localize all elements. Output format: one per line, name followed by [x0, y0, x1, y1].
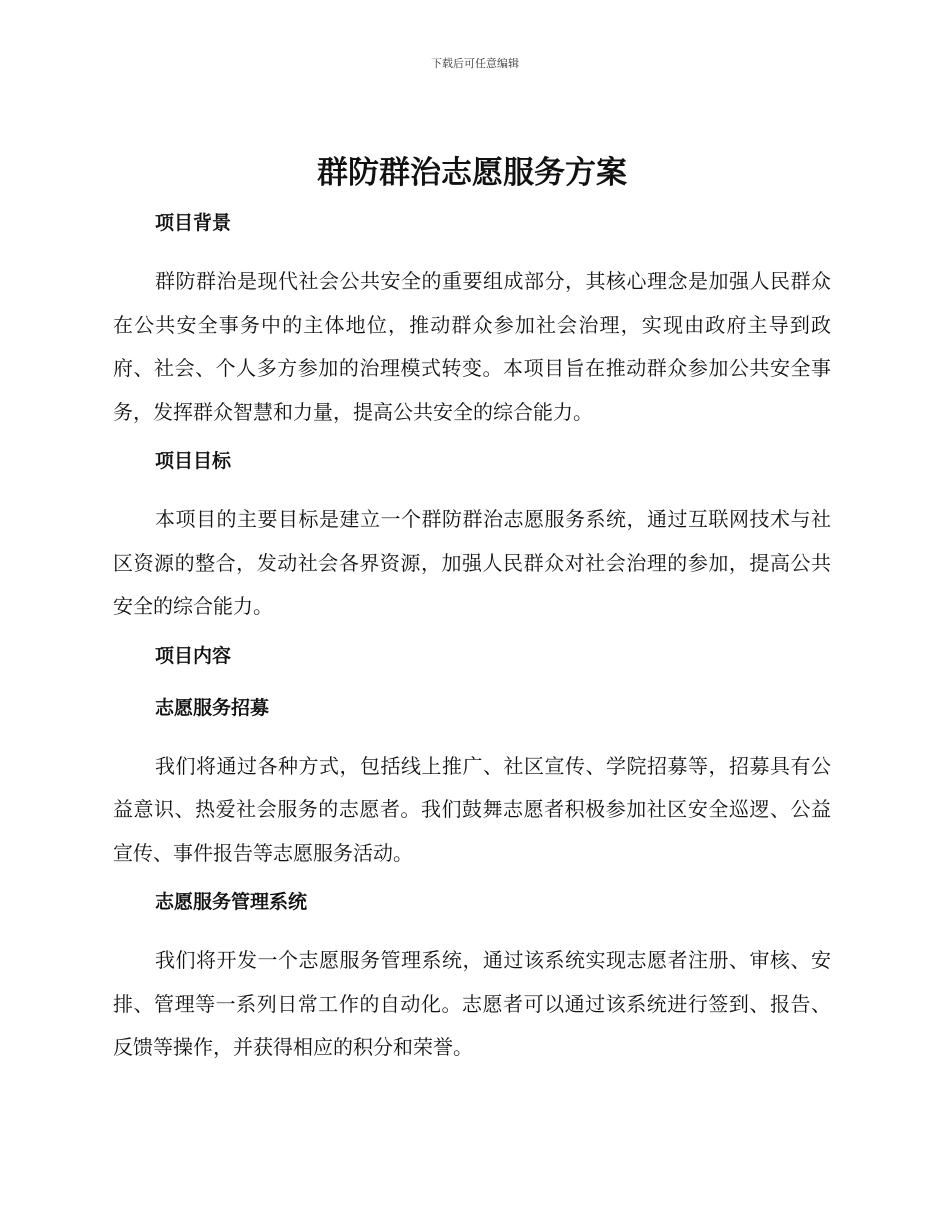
document-body [113, 148, 831, 1082]
page-header-note: 下载后可任意编辑 [431, 57, 519, 70]
paragraph-project-background: 群防群治是现代社会公共安全的重要组成部分，其核心理念是加强人民群众在公共安全事务中的主体地位，推动群众参加社会治理，实现由政府主导到政府、社会、个人多方参加的治理模式转变。本项目旨在推动群众参加公共安全事务，发挥群众智慧和力量，提高公共安全的综合能力。 [113, 269, 831, 424]
heading-project-background: 项目背景 [155, 212, 232, 234]
heading-project-content: 项目内容 [155, 644, 232, 667]
heading-project-goal: 项目目标 [155, 450, 232, 472]
paragraph-volunteer-management-system: 我们将开发一个志愿服务管理系统，通过该系统实现志愿者注册、审核、安排、管理等一系列日常工作的自动化。志愿者可以通过该系统进行签到、报告、反馈等操作，并获得相应的积分和荣誉。 [113, 948, 831, 1059]
paragraph-volunteer-recruitment: 我们将通过各种方式，包括线上推广、社区宣传、学院招募等，招募具有公益意识、热爱社会服务的志愿者。我们鼓舞志愿者积极参加社区安全巡逻、公益宣传、事件报告等志愿服务活动。 [113, 753, 831, 865]
heading-volunteer-recruitment: 志愿服务招募 [155, 696, 270, 719]
paragraph-project-goal: 本项目的主要目标是建立一个群防群治志愿服务系统，通过互联网技术与社区资源的整合，发动社会各界资源，加强人民群众对社会治理的参加，提高公共安全的综合能力。 [113, 507, 831, 618]
document-title: 群防群治志愿服务方案 [317, 155, 627, 191]
heading-volunteer-management-system: 志愿服务管理系统 [155, 891, 308, 913]
